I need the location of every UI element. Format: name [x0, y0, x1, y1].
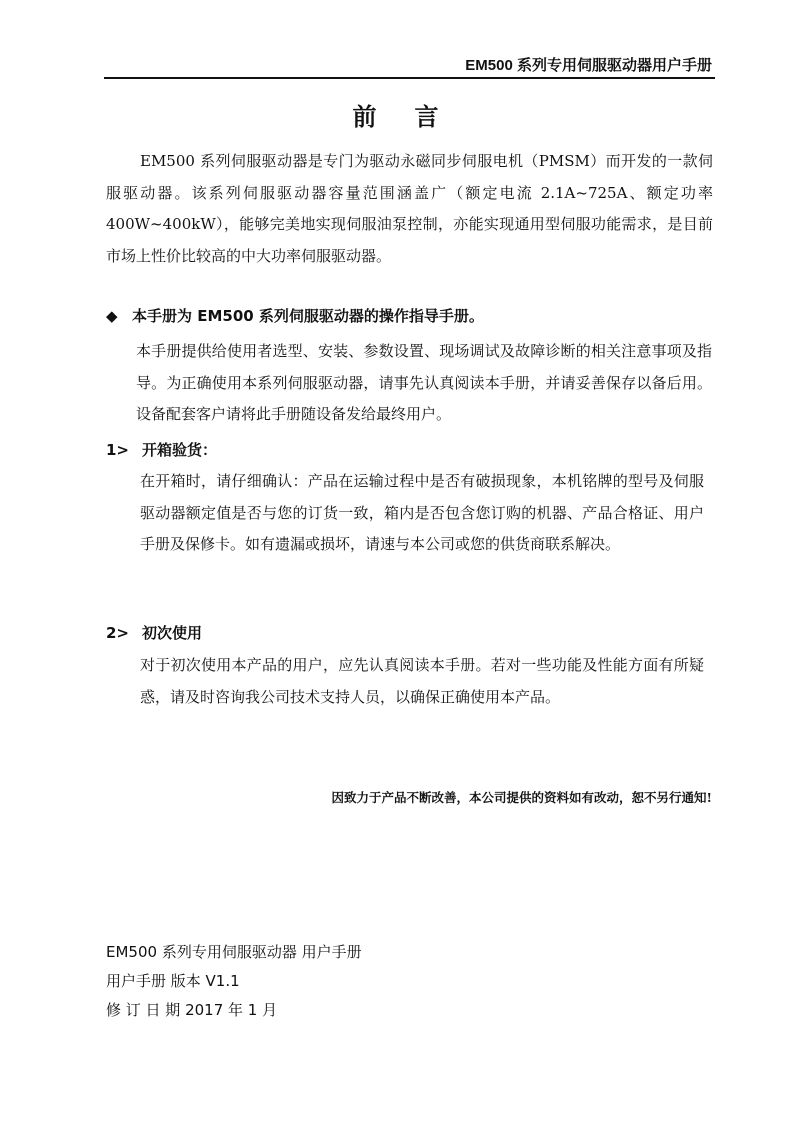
manual-section-body: 本手册提供给使用者选型、安装、参数设置、现场调试及故障诊断的相关注意事项及指导。为正确使用本系列伺服驱动器，请事先认真阅读本手册，并请妥善保存以备后用。设备配套客户请将此手册随设备发给最终用户。 — [136, 342, 712, 423]
section2-heading — [106, 622, 202, 643]
footer-version: 用户手册 版本 V1.1 — [106, 972, 240, 990]
intro-paragraph: EM500 系列伺服驱动器是专门为驱动永磁同步伺服电机（PMSM）而开发的一款伺服驱动器。该系列伺服驱动器容量范围涵盖广（额定电流 2.1A~725A、额定功率 400W~400kW），能够完美地实现伺服油泵控制，亦能实现通用型伺服功能需求，是目前市场上性价比较高的中大功率伺服驱动器。 — [106, 152, 713, 265]
running-header: EM500 系列专用伺服驱动器用户手册 — [465, 57, 712, 74]
header-divider — [104, 77, 715, 79]
section2-heading-text: 初次使用 — [142, 624, 203, 642]
diamond-bullet-icon: ◆ — [106, 307, 118, 325]
manual-section-heading-text: 本手册为 EM500 系列伺服驱动器的操作指导手册。 — [132, 307, 484, 325]
footer-manual-title: EM500 系列专用伺服驱动器 用户手册 — [106, 943, 362, 961]
section1-heading — [106, 439, 217, 460]
change-notice: 因致力于产品不断改善，本公司提供的资料如有改动，恕不另行通知! — [331, 790, 712, 805]
manual-section-heading — [106, 305, 484, 326]
section1-body: 在开箱时，请仔细确认：产品在运输过程中是否有破损现象，本机铭牌的型号及伺服驱动器额定值是否与您的订货一致，箱内是否包含您订购的机器、产品合格证、用户手册及保修卡。如有遗漏或损坏，请速与本公司或您的供货商联系解决。 — [140, 472, 704, 553]
section1-number: 1> — [106, 441, 130, 459]
section2-body: 对于初次使用本产品的用户，应先认真阅读本手册。若对一些功能及性能方面有所疑惑，请及时咨询我公司技术支持人员，以确保正确使用本产品。 — [140, 656, 704, 706]
section2-number: 2> — [106, 624, 130, 642]
footer-revision-date: 修 订 日 期 2017 年 1 月 — [106, 1001, 278, 1019]
page-title: 前言 — [352, 102, 477, 131]
section1-heading-text: 开箱验货： — [142, 441, 218, 459]
